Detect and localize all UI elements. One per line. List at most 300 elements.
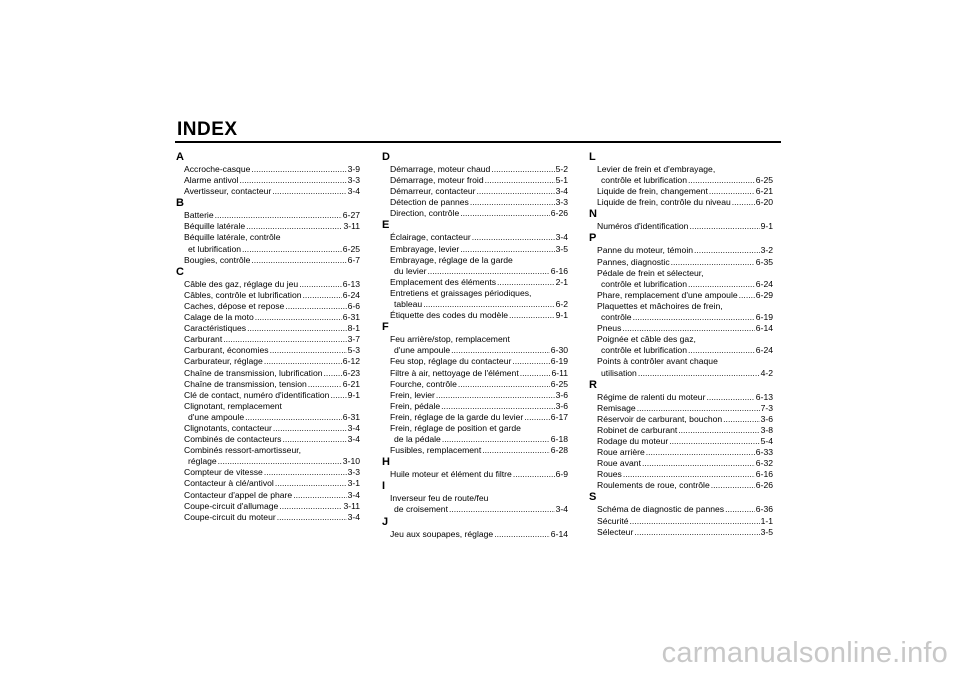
page-number: 3-8 bbox=[760, 424, 773, 435]
index-entry bbox=[176, 221, 360, 232]
page-number: 2-1 bbox=[555, 276, 568, 287]
index-entry bbox=[382, 390, 568, 401]
entry-text: Béquille latérale, contrôle bbox=[184, 232, 281, 243]
page-number: 3-5 bbox=[555, 243, 568, 254]
entry-text: Levier de frein et d'embrayage, bbox=[597, 164, 716, 174]
entry-text: Inverseur feu de route/feu bbox=[390, 493, 489, 504]
entry-text: Embrayage, levier bbox=[390, 243, 460, 254]
dot-leader bbox=[706, 392, 754, 403]
dot-leader bbox=[491, 164, 554, 175]
entry-text: Démarrage, moteur froid bbox=[390, 175, 484, 186]
page-number: 3-4 bbox=[555, 232, 568, 243]
entry-text: Batterie bbox=[184, 210, 214, 221]
dot-leader bbox=[449, 504, 555, 515]
section-letter: S bbox=[589, 491, 597, 504]
page-number: 3-6 bbox=[555, 389, 568, 400]
index-entry bbox=[589, 516, 773, 527]
index-entry bbox=[176, 390, 360, 401]
index-entry bbox=[176, 401, 360, 423]
page-number: 3-7 bbox=[347, 334, 360, 345]
entry-text: Jeu aux soupapes, réglage bbox=[390, 528, 494, 539]
index-entry bbox=[176, 490, 360, 501]
page-number: 6-11 bbox=[551, 367, 568, 378]
page-number: 6-19 bbox=[755, 312, 773, 323]
page-number: 7-3 bbox=[760, 402, 773, 413]
page-number: 6-28 bbox=[550, 445, 568, 456]
page-number: 6-23 bbox=[342, 367, 360, 378]
entry-text: de la pédale bbox=[394, 434, 441, 445]
entry-text: Filtre à air, nettoyage de l'élément bbox=[390, 367, 519, 378]
page-number: 3-1 bbox=[347, 478, 360, 489]
dot-leader bbox=[520, 368, 551, 379]
section-letter: B bbox=[176, 197, 184, 210]
entry-text: Panne du moteur, témoin bbox=[597, 245, 694, 256]
page-number: 6-7 bbox=[347, 254, 360, 265]
dot-leader bbox=[513, 469, 555, 480]
page-number: 3-4 bbox=[347, 434, 360, 445]
page-number: 6-31 bbox=[342, 312, 360, 323]
page-number: 3-10 bbox=[342, 456, 360, 467]
dot-leader bbox=[694, 245, 760, 256]
dot-leader bbox=[739, 290, 755, 301]
entry-text: Coupe-circuit d'allumage bbox=[184, 500, 279, 511]
index-entry bbox=[382, 277, 568, 288]
page-number: 6-30 bbox=[550, 345, 568, 356]
page-number: 3-5 bbox=[760, 526, 773, 537]
dot-leader bbox=[275, 478, 347, 489]
dot-leader bbox=[239, 175, 346, 186]
index-entry bbox=[382, 356, 568, 367]
index-column-1 bbox=[176, 151, 360, 523]
entry-text: Roues bbox=[597, 469, 622, 480]
page-number: 6-2 bbox=[555, 299, 568, 310]
entry-text: Bougies, contrôle bbox=[184, 254, 251, 265]
entry-text: utilisation bbox=[601, 367, 637, 378]
entry-text: Schéma de diagnostic de pannes bbox=[597, 504, 725, 515]
index-entry bbox=[382, 379, 568, 390]
index-entry bbox=[382, 288, 568, 310]
dot-leader bbox=[277, 512, 347, 523]
entry-text: Feu stop, réglage du contacteur bbox=[390, 356, 512, 367]
dot-leader bbox=[436, 390, 555, 401]
index-entry bbox=[176, 175, 360, 186]
page-number: 5-2 bbox=[555, 164, 568, 174]
entry-text: contrôle et lubrification bbox=[601, 345, 687, 356]
dot-leader bbox=[308, 379, 342, 390]
dot-leader bbox=[330, 390, 346, 401]
index-entry bbox=[589, 527, 773, 538]
entry-text: Carburateur, réglage bbox=[184, 356, 263, 367]
section-letter: D bbox=[382, 151, 390, 163]
index-entry bbox=[176, 345, 360, 356]
entry-text: contrôle et lubrification bbox=[601, 278, 687, 289]
dot-leader bbox=[324, 368, 342, 379]
page-title: INDEX bbox=[177, 119, 238, 140]
page-number: 6-31 bbox=[342, 411, 360, 422]
index-entry bbox=[176, 301, 360, 312]
dot-leader bbox=[725, 504, 755, 515]
page-number: 6-16 bbox=[755, 469, 773, 480]
section-letter: R bbox=[589, 378, 597, 391]
dot-leader bbox=[470, 197, 555, 208]
section-letter: F bbox=[382, 321, 389, 334]
page-number: 6-9 bbox=[555, 469, 568, 480]
index-entry bbox=[382, 401, 568, 412]
dot-leader bbox=[642, 458, 755, 469]
dot-leader bbox=[512, 356, 549, 367]
dot-leader bbox=[442, 434, 550, 445]
entry-text: Étiquette des codes du modèle bbox=[390, 310, 509, 321]
index-entry bbox=[589, 425, 773, 436]
page-number: 9-1 bbox=[555, 310, 568, 321]
entry-text: Combinés de contacteurs bbox=[184, 434, 282, 445]
page-number: 6-25 bbox=[550, 378, 568, 389]
entry-text: Chaîne de transmission, tension bbox=[184, 378, 307, 389]
dot-leader bbox=[279, 501, 342, 512]
title-rule bbox=[175, 141, 781, 143]
entry-text: Contacteur d'appel de phare bbox=[184, 489, 293, 500]
dot-leader bbox=[688, 279, 755, 290]
index-entry bbox=[589, 403, 773, 414]
index-entry bbox=[176, 478, 360, 489]
entry-text: Huile moteur et élément du filtre bbox=[390, 469, 512, 480]
index-entry bbox=[589, 268, 773, 290]
entry-text: Sécurité bbox=[597, 515, 629, 526]
page-number: 6-6 bbox=[347, 300, 360, 311]
index-entry bbox=[589, 469, 773, 480]
page-number: 6-12 bbox=[342, 356, 360, 367]
index-entry bbox=[589, 245, 773, 256]
index-entry bbox=[589, 301, 773, 323]
page-number: 3-4 bbox=[347, 422, 360, 433]
dot-leader bbox=[246, 221, 342, 232]
dot-leader bbox=[622, 323, 754, 334]
page-number: 6-25 bbox=[755, 175, 773, 186]
dot-leader bbox=[711, 480, 755, 491]
section-letter: I bbox=[382, 480, 386, 493]
entry-text: Poignée et câble des gaz, bbox=[597, 334, 696, 345]
page-number: 8-1 bbox=[347, 323, 360, 334]
section-letter: J bbox=[382, 515, 389, 528]
page-number: 6-24 bbox=[342, 289, 360, 300]
dot-leader bbox=[638, 368, 760, 379]
page-number: 6-26 bbox=[755, 480, 773, 491]
page-number: 3-4 bbox=[555, 504, 568, 515]
index-entry bbox=[176, 379, 360, 390]
dot-leader bbox=[688, 345, 755, 356]
entry-text: Accroche-casque bbox=[184, 164, 251, 174]
entry-text: du levier bbox=[394, 265, 427, 276]
index-entry bbox=[176, 323, 360, 334]
dot-leader bbox=[218, 456, 342, 467]
entry-text: d'une ampoule bbox=[394, 345, 451, 356]
dot-leader bbox=[630, 516, 760, 527]
index-entry bbox=[589, 447, 773, 458]
page-number: 3-4 bbox=[555, 186, 568, 197]
entry-text: Chaîne de transmission, lubrification bbox=[184, 367, 323, 378]
page-number: 5-4 bbox=[760, 435, 773, 446]
index-entry bbox=[176, 186, 360, 197]
entry-text: Entretiens et graissages périodiques, bbox=[390, 287, 532, 298]
section-letter: L bbox=[589, 151, 596, 163]
index-entry bbox=[176, 434, 360, 445]
index-entry bbox=[176, 255, 360, 266]
dot-leader bbox=[251, 255, 346, 266]
index-entry bbox=[382, 175, 568, 186]
entry-text: Robinet de carburant bbox=[597, 424, 678, 435]
entry-text: Démarreur, contacteur bbox=[390, 186, 476, 197]
entry-text: Roue avant bbox=[597, 458, 641, 469]
index-entry bbox=[589, 458, 773, 469]
index-entry bbox=[382, 334, 568, 356]
entry-text: Béquille latérale bbox=[184, 221, 246, 232]
index-entry bbox=[176, 279, 360, 290]
entry-text: Régime de ralenti du moteur bbox=[597, 391, 706, 402]
index-entry bbox=[382, 469, 568, 480]
dot-leader bbox=[485, 175, 555, 186]
entry-text: Frein, réglage de la garde du levier bbox=[390, 411, 524, 422]
dot-leader bbox=[423, 299, 554, 310]
entry-text: Câble des gaz, réglage du jeu bbox=[184, 278, 299, 289]
entry-text: d'une ampoule bbox=[188, 411, 245, 422]
dot-leader bbox=[472, 232, 555, 243]
index-entry bbox=[589, 392, 773, 403]
watermark: carmanualsonline.info bbox=[661, 637, 948, 669]
index-entry bbox=[589, 186, 773, 197]
dot-leader bbox=[245, 412, 342, 423]
entry-text: Points à contrôler avant chaque bbox=[597, 356, 718, 367]
dot-leader bbox=[634, 527, 759, 538]
page-number: 3-4 bbox=[347, 489, 360, 500]
entry-text: Caches, dépose et repose bbox=[184, 300, 285, 311]
dot-leader bbox=[732, 197, 755, 208]
dot-leader bbox=[242, 244, 342, 255]
page-number: 6-20 bbox=[755, 197, 773, 208]
section-letter: H bbox=[382, 456, 390, 469]
page-number: 6-32 bbox=[755, 458, 773, 469]
index-entry bbox=[176, 501, 360, 512]
entry-text: Contacteur à clé/antivol bbox=[184, 478, 274, 489]
entry-text: Caractéristiques bbox=[184, 323, 247, 334]
entry-text: Remisage bbox=[597, 402, 636, 413]
entry-text: Frein, réglage de position et garde bbox=[390, 422, 521, 433]
index-entry bbox=[589, 436, 773, 447]
index-entry bbox=[589, 290, 773, 301]
page-number: 3-9 bbox=[347, 164, 360, 174]
entry-text: contrôle et lubrification bbox=[601, 175, 687, 186]
dot-leader bbox=[299, 279, 342, 290]
dot-leader bbox=[264, 356, 342, 367]
dot-leader bbox=[273, 423, 347, 434]
page-number: 6-33 bbox=[755, 447, 773, 458]
page-number: 6-27 bbox=[342, 210, 360, 221]
index-entry bbox=[176, 334, 360, 345]
index-entry bbox=[589, 480, 773, 491]
page-number: 3-4 bbox=[347, 511, 360, 522]
entry-text: Frein, pédale bbox=[390, 400, 441, 411]
dot-leader bbox=[669, 436, 759, 447]
index-entry bbox=[176, 423, 360, 434]
index-entry bbox=[176, 368, 360, 379]
index-entry bbox=[176, 512, 360, 523]
entry-text: Carburant, économies bbox=[184, 345, 269, 356]
entry-text: Sélecteur bbox=[597, 526, 634, 537]
page-number: 6-18 bbox=[550, 434, 568, 445]
page-number: 1-1 bbox=[760, 515, 773, 526]
index-entry bbox=[382, 232, 568, 243]
index-entry bbox=[589, 164, 773, 186]
page-number: 3-11 bbox=[343, 221, 360, 232]
dot-leader bbox=[524, 412, 550, 423]
entry-text: Avertisseur, contacteur bbox=[184, 186, 272, 197]
entry-text: Emplacement des éléments bbox=[390, 276, 497, 287]
dot-leader bbox=[247, 323, 346, 334]
dot-leader bbox=[497, 277, 555, 288]
page-number: 9-1 bbox=[760, 221, 773, 232]
entry-text: Calage de la moto bbox=[184, 312, 254, 323]
entry-text: Pneus bbox=[597, 323, 622, 334]
dot-leader bbox=[460, 208, 550, 219]
page-number: 3-6 bbox=[760, 413, 773, 424]
entry-text: contrôle bbox=[601, 312, 632, 323]
page-number: 4-2 bbox=[760, 367, 773, 378]
page-number: 6-36 bbox=[755, 504, 773, 515]
entry-text: Coupe-circuit du moteur bbox=[184, 511, 276, 522]
entry-text: Liquide de frein, changement bbox=[597, 186, 708, 197]
entry-text: Phare, remplacement d'une ampoule bbox=[597, 289, 738, 300]
entry-text: Plaquettes et mâchoires de frein, bbox=[597, 300, 723, 311]
index-entry bbox=[382, 164, 568, 175]
entry-text: Roue arrière bbox=[597, 447, 645, 458]
dot-leader bbox=[509, 310, 555, 321]
entry-text: et lubrification bbox=[188, 243, 242, 254]
index-entry bbox=[589, 504, 773, 515]
index-entry bbox=[176, 164, 360, 175]
index-entry bbox=[382, 445, 568, 456]
page-number: 6-13 bbox=[755, 391, 773, 402]
index-entry bbox=[589, 356, 773, 378]
section-letter: N bbox=[589, 208, 597, 221]
dot-leader bbox=[223, 334, 346, 345]
entry-text: Démarrage, moteur chaud bbox=[390, 164, 491, 174]
dot-leader bbox=[460, 244, 554, 255]
entry-text: Direction, contrôle bbox=[390, 208, 460, 219]
dot-leader bbox=[215, 210, 342, 221]
entry-text: Compteur de vitesse bbox=[184, 467, 263, 478]
page-number: 3-3 bbox=[347, 467, 360, 478]
dot-leader bbox=[709, 186, 755, 197]
entry-text: Liquide de frein, contrôle du niveau bbox=[597, 197, 731, 208]
dot-leader bbox=[427, 266, 549, 277]
entry-text: réglage bbox=[188, 456, 217, 467]
index-entry bbox=[589, 257, 773, 268]
index-entry bbox=[382, 244, 568, 255]
entry-text: Combinés ressort-amortisseur, bbox=[184, 445, 302, 456]
entry-text: Roulements de roue, contrôle bbox=[597, 480, 710, 491]
index-entry bbox=[382, 423, 568, 445]
index-entry bbox=[382, 412, 568, 423]
page-number: 3-3 bbox=[347, 175, 360, 186]
dot-leader bbox=[723, 414, 759, 425]
section-letter: E bbox=[382, 219, 390, 232]
page-number: 9-1 bbox=[347, 389, 360, 400]
index-entry bbox=[176, 467, 360, 478]
page-number: 6-25 bbox=[342, 243, 360, 254]
index-entry bbox=[176, 356, 360, 367]
dot-leader bbox=[646, 447, 755, 458]
dot-leader bbox=[272, 186, 346, 197]
entry-text: Éclairage, contacteur bbox=[390, 232, 471, 243]
dot-leader bbox=[633, 312, 755, 323]
page-number: 3-6 bbox=[555, 400, 568, 411]
page-number: 3-3 bbox=[555, 197, 568, 208]
dot-leader bbox=[451, 345, 550, 356]
entry-text: Fusibles, remplacement bbox=[390, 445, 482, 456]
entry-text: Clignotants, contacteur bbox=[184, 422, 272, 433]
dot-leader bbox=[255, 312, 342, 323]
page-number: 6-24 bbox=[755, 345, 773, 356]
index-entry bbox=[589, 197, 773, 208]
dot-leader bbox=[293, 490, 346, 501]
index-entry bbox=[382, 310, 568, 321]
index-entry bbox=[589, 334, 773, 356]
page-number: 6-26 bbox=[550, 208, 568, 219]
dot-leader bbox=[482, 445, 550, 456]
entry-text: Carburant bbox=[184, 334, 223, 345]
page-number: 5-3 bbox=[347, 345, 360, 356]
section-letter: P bbox=[589, 232, 597, 245]
dot-leader bbox=[303, 290, 342, 301]
index-entry bbox=[176, 445, 360, 467]
section-letter: A bbox=[176, 151, 184, 163]
index-entry bbox=[382, 529, 568, 540]
page-number: 6-35 bbox=[755, 256, 773, 267]
dot-leader bbox=[623, 469, 755, 480]
index-entry bbox=[176, 312, 360, 323]
entry-text: Clignotant, remplacement bbox=[184, 400, 282, 411]
dot-leader bbox=[441, 401, 554, 412]
index-entry bbox=[382, 197, 568, 208]
section-letter: C bbox=[176, 265, 184, 278]
index-column-3 bbox=[589, 151, 773, 538]
dot-leader bbox=[689, 221, 759, 232]
page-number: 6-14 bbox=[550, 528, 568, 539]
entry-text: tableau bbox=[394, 299, 423, 310]
page-number: 6-29 bbox=[755, 289, 773, 300]
entry-text: Rodage du moteur bbox=[597, 435, 669, 446]
page-number: 3-2 bbox=[760, 245, 773, 256]
index-entry bbox=[589, 323, 773, 334]
page-number: 3-4 bbox=[347, 186, 360, 197]
dot-leader bbox=[688, 175, 755, 186]
index-entry bbox=[382, 368, 568, 379]
dot-leader bbox=[458, 379, 550, 390]
index-entry bbox=[382, 186, 568, 197]
page-number: 6-14 bbox=[755, 323, 773, 334]
index-column-2 bbox=[382, 151, 568, 540]
page-number: 6-17 bbox=[550, 411, 568, 422]
dot-leader bbox=[270, 345, 347, 356]
dot-leader bbox=[264, 467, 347, 478]
index-entry bbox=[589, 414, 773, 425]
index-entry bbox=[382, 493, 568, 515]
dot-leader bbox=[494, 529, 550, 540]
page-number: 6-21 bbox=[755, 186, 773, 197]
index-entry bbox=[382, 208, 568, 219]
dot-leader bbox=[477, 186, 555, 197]
index-entry bbox=[176, 290, 360, 301]
dot-leader bbox=[678, 425, 759, 436]
